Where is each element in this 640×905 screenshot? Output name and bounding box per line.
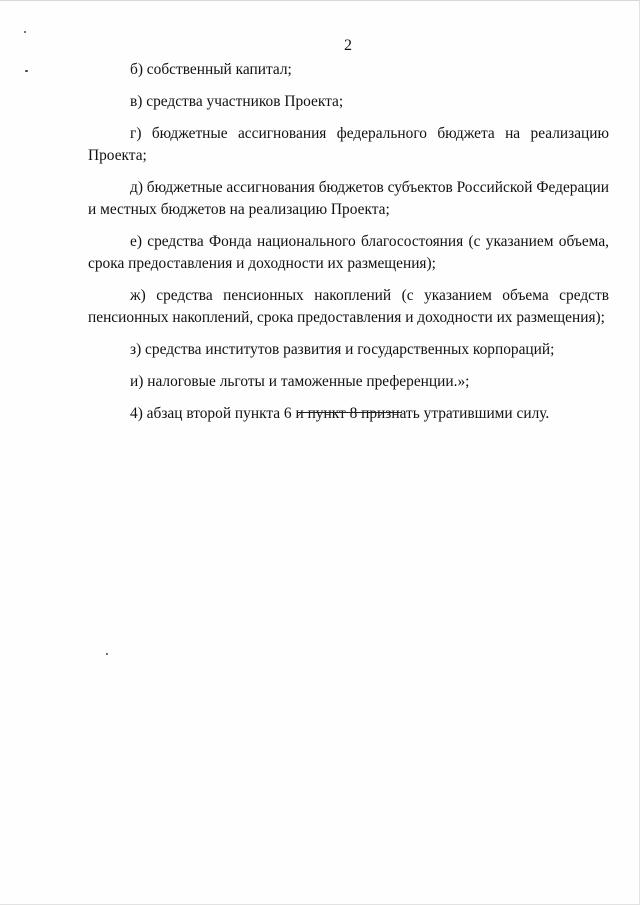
end-rule	[298, 412, 402, 413]
document-body	[88, 59, 609, 435]
scan-speck	[106, 653, 108, 655]
scan-speck	[25, 70, 28, 72]
paragraph-zh-line-2: пенсионных накоплений, срока предоставления и доходности их размещения);	[88, 309, 605, 326]
paragraph-b: б) собственный капитал;	[130, 61, 292, 78]
paragraph-d-line-2: и местных бюджетов на реализацию Проекта;	[88, 201, 390, 218]
paragraph-g-line-2: Проекта;	[88, 147, 147, 164]
page-number: 2	[344, 37, 352, 54]
paragraph-zh-line-1: ж) средства пенсионных накоплений (с указанием объема средств	[130, 287, 609, 304]
paragraph-e-line-2: срока предоставления и доходности их размещения);	[88, 255, 436, 272]
paragraph-d-line-1: д) бюджетные ассигнования бюджетов субъектов Российской Федерации	[130, 179, 610, 196]
paragraph-z: з) средства институтов развития и государственных корпораций;	[130, 341, 555, 358]
scan-speck	[24, 31, 26, 33]
paragraph-i: и) налоговые льготы и таможенные преференции.»;	[130, 373, 470, 390]
paragraph-4: 4) абзац второй пункта 6 и пункт 8 признать утратившими силу.	[130, 405, 550, 422]
paragraph-e-line-1: е) средства Фонда национального благосостояния (с указанием объема,	[130, 233, 609, 250]
paragraph-g-line-1: г) бюджетные ассигнования федерального бюджета на реализацию	[130, 125, 609, 142]
paragraph-v: в) средства участников Проекта;	[130, 93, 344, 110]
